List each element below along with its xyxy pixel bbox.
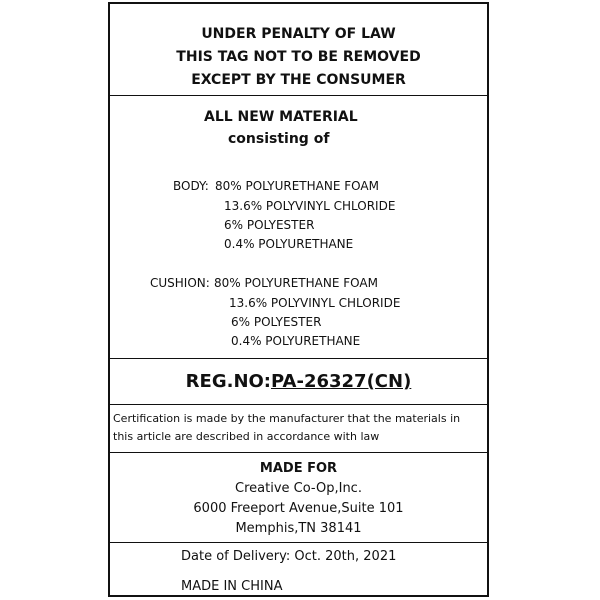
made-for-heading: MADE FOR xyxy=(259,461,338,476)
material-section xyxy=(110,96,487,359)
cushion-item: 6% POLYESTER xyxy=(231,315,322,329)
body-label: BODY: xyxy=(173,179,209,193)
body-item: 0.4% POLYURETHANE xyxy=(224,237,354,251)
material-subheading: consisting of xyxy=(228,131,330,147)
law-tag xyxy=(108,2,489,597)
cushion-item: 80% POLYURETHANE FOAM xyxy=(214,276,378,290)
country-of-origin: MADE IN CHINA xyxy=(181,579,283,594)
warning-line-2: THIS TAG NOT TO BE REMOVED xyxy=(176,49,421,65)
cushion-item: 13.6% POLYVINYL CHLORIDE xyxy=(229,296,401,310)
certification-line-1: Certification is made by the manufacturer that the materials in xyxy=(113,412,461,425)
footer-section xyxy=(110,543,487,595)
made-for-section xyxy=(110,453,487,543)
registration-label: REG.NO: xyxy=(185,371,272,392)
registration-section xyxy=(110,359,487,405)
delivery-date: Date of Delivery: Oct. 20th, 2021 xyxy=(181,549,397,564)
material-heading: ALL NEW MATERIAL xyxy=(204,109,358,125)
certification-line-2: this article are described in accordance with law xyxy=(113,430,380,443)
body-item: 6% POLYESTER xyxy=(224,218,315,232)
body-item: 13.6% POLYVINYL CHLORIDE xyxy=(224,199,396,213)
warning-line-1: UNDER PENALTY OF LAW xyxy=(201,26,396,42)
warning-section xyxy=(110,4,487,96)
cushion-item: 0.4% POLYURETHANE xyxy=(231,334,361,348)
company-city: Memphis,TN 38141 xyxy=(235,521,362,536)
company-address: 6000 Freeport Avenue,Suite 101 xyxy=(193,501,404,516)
registration-number xyxy=(110,371,487,392)
registration-value: PA-26327(CN) xyxy=(271,371,412,392)
warning-line-3: EXCEPT BY THE CONSUMER xyxy=(191,72,406,88)
company-name: Creative Co-Op,Inc. xyxy=(235,481,362,496)
body-item: 80% POLYURETHANE FOAM xyxy=(215,179,379,193)
certification-section xyxy=(110,405,487,453)
cushion-label: CUSHION: xyxy=(150,276,210,290)
